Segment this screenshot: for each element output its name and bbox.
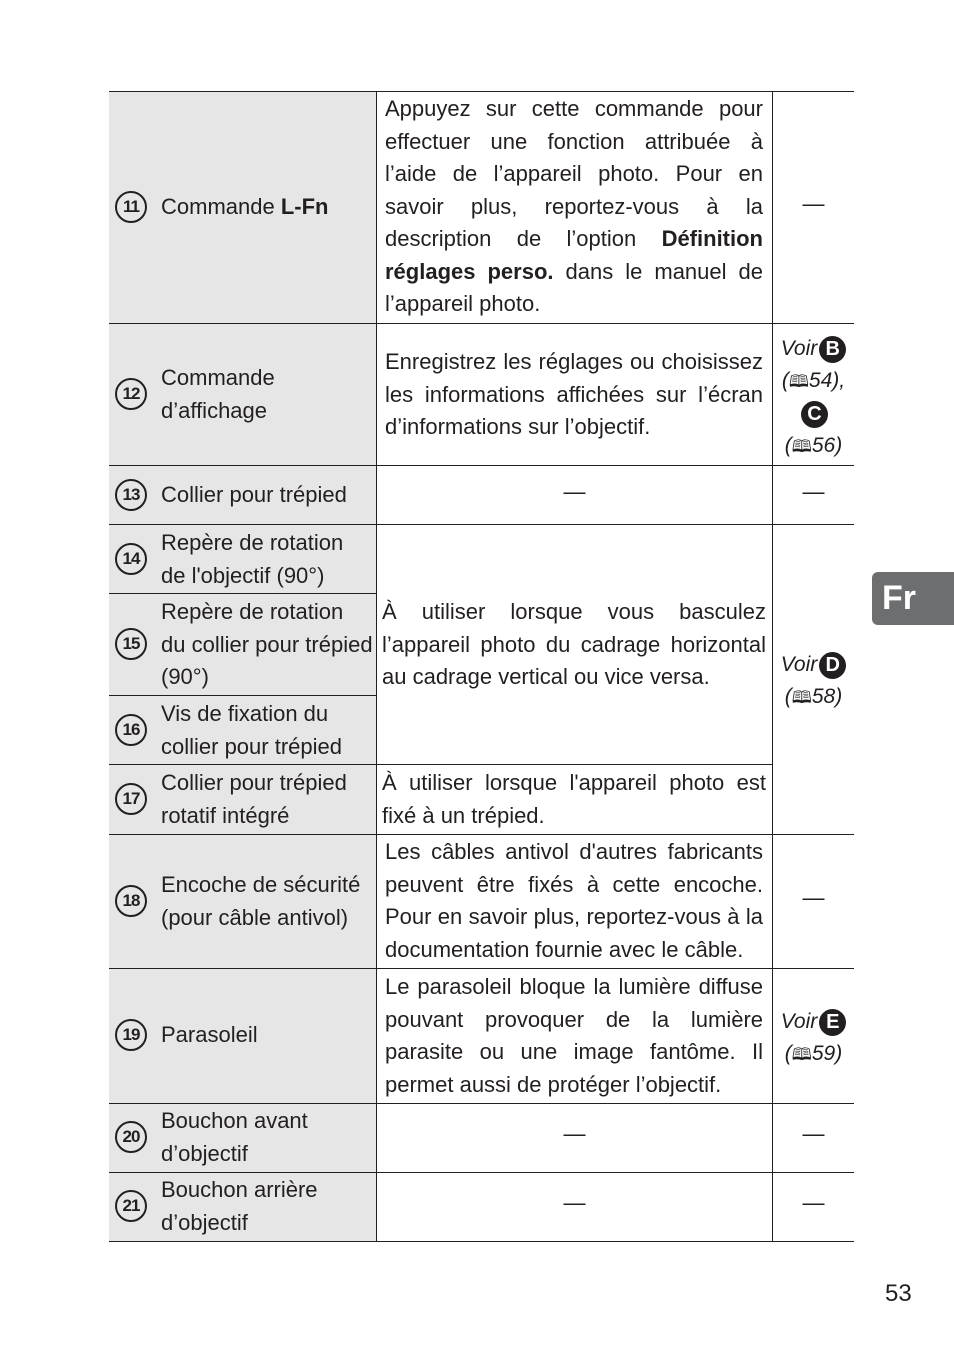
item-name: Bouchon arrière d’objectif	[161, 1177, 318, 1235]
page-number: 53	[885, 1280, 912, 1307]
book-icon: 🕮	[791, 688, 812, 707]
item-name: Collier pour trépied	[161, 482, 347, 507]
item-number: 13	[115, 479, 147, 511]
item-number: 14	[115, 543, 147, 575]
book-icon: 🕮	[791, 437, 812, 456]
item-description: Le parasoleil bloque la lumière diffuse pouvant provoquer de la lumière parasite ou une image fantôme. Il permet aussi de protéger l’objectif.	[385, 974, 763, 1097]
rule	[109, 1172, 854, 1173]
item-number: 16	[115, 714, 147, 746]
rule	[109, 323, 854, 324]
item-reference: —	[802, 191, 825, 216]
item-number: 12	[115, 378, 147, 410]
item-reference: Voir E (🕮59)	[773, 1006, 854, 1071]
rule	[109, 465, 854, 466]
parts-table	[109, 91, 854, 1241]
item-name: Encoche de sécurité (pour câble antivol)	[161, 872, 361, 930]
item-reference: Voir B (🕮54), C (🕮56)	[780, 337, 846, 457]
item-number: 19	[115, 1019, 147, 1051]
section-e-icon: E	[819, 1009, 846, 1036]
item-description: À utiliser lorsque vous basculez l’appareil photo du cadrage horizontal au cadrage vertical ou vice versa.	[382, 599, 766, 689]
section-d-icon: D	[819, 652, 846, 679]
rule	[109, 1241, 854, 1242]
rule	[109, 524, 854, 525]
item-number: 18	[115, 885, 147, 917]
item-reference: —	[802, 479, 825, 504]
rule	[109, 968, 854, 969]
item-name: Bouchon avant d’objectif	[161, 1108, 308, 1166]
item-name: Repère de rotation de l'objectif (90°)	[161, 530, 344, 588]
item-reference: Voir D (🕮58)	[773, 649, 854, 714]
item-number: 21	[115, 1190, 147, 1222]
item-number: 11	[115, 191, 147, 223]
section-c-icon: C	[801, 401, 828, 428]
item-reference: —	[802, 1190, 825, 1215]
item-number: 15	[115, 628, 147, 660]
rule	[109, 593, 376, 594]
item-description: —	[563, 479, 586, 504]
rule	[109, 695, 376, 696]
rule	[109, 764, 772, 765]
item-number: 20	[115, 1121, 147, 1153]
item-name: Collier pour trépied rotatif intégré	[161, 770, 347, 828]
item-description: À utiliser lorsque l'appareil photo est fixé à un trépied.	[382, 770, 766, 828]
book-icon: 🕮	[788, 372, 809, 391]
rule	[109, 91, 854, 92]
item-description: Les câbles antivol d'autres fabricants peuvent être fixés à cette encoche. Pour en savoir plus, reportez-vous à la documentation fournie avec le câble.	[385, 839, 763, 962]
item-description: —	[563, 1190, 586, 1215]
item-description: —	[563, 1121, 586, 1146]
item-reference: —	[802, 1121, 825, 1146]
item-description: Appuyez sur cette commande pour effectuer une fonction attribuée à l’aide de l’appareil photo. Pour en savoir plus, reportez-vous à la description de l’option Définition réglages perso. dans le manuel de l’appareil photo.	[385, 96, 763, 316]
rule	[109, 1103, 854, 1104]
item-reference: —	[802, 885, 825, 910]
book-icon: 🕮	[791, 1045, 812, 1064]
item-name: Commande d’affichage	[161, 365, 275, 423]
item-name: Vis de fixation du collier pour trépied	[161, 701, 342, 759]
item-number: 17	[115, 783, 147, 815]
column-divider	[376, 91, 377, 1241]
language-tab: Fr	[872, 572, 954, 625]
item-name: Repère de rotation du collier pour trépied (90°)	[161, 599, 373, 689]
item-name: Commande L-Fn	[161, 194, 329, 219]
section-b-icon: B	[819, 336, 846, 363]
rule	[109, 834, 854, 835]
item-name: Parasoleil	[161, 1022, 258, 1047]
item-description: Enregistrez les réglages ou choisissez les informations affichées sur l’écran d’informations sur l’objectif.	[385, 349, 763, 439]
